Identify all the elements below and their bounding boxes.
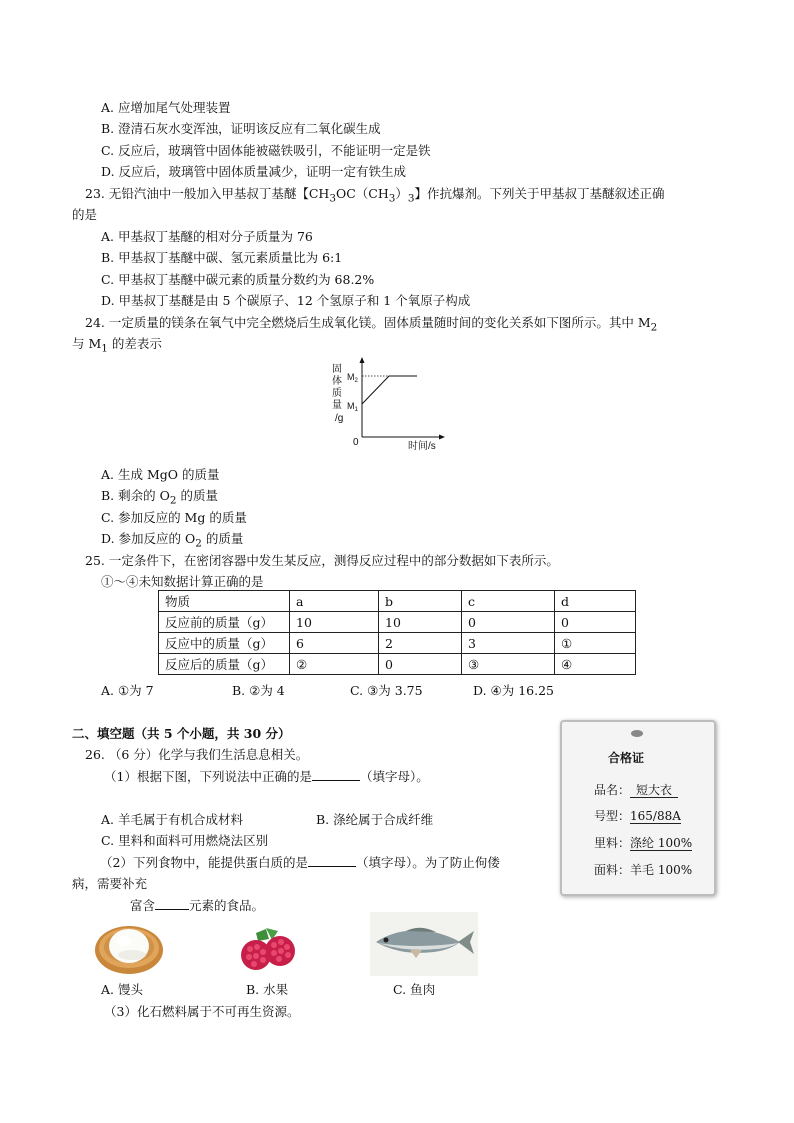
table-cell: 6 [290, 633, 379, 654]
table-cell: ① [555, 633, 636, 654]
subscript: 3 [329, 192, 336, 205]
q26-part2: （2）下列食物中，能提供蛋白质的是 （填字母）。为了防止佝偻 [100, 855, 500, 870]
graph-x-arrow [439, 435, 445, 440]
raspberry-image [236, 925, 302, 975]
table-header-row [159, 591, 636, 612]
table-cell: ② [290, 654, 379, 675]
q22-option-a: A. 应增加尾气处理装置 [101, 100, 231, 115]
graph-ylabel-char: 质 [332, 388, 342, 399]
clothing-label-tag [560, 720, 716, 896]
answer-blank[interactable] [312, 768, 360, 781]
q26-part2-cont: 病，需要补充 [72, 876, 148, 891]
tag-title: 合格证 [608, 751, 645, 765]
q25-option-b: B. ②为 4 [232, 683, 285, 698]
q25-option-c: C. ③为 3.75 [350, 683, 423, 698]
q23-stem-cont: 的是 [72, 207, 98, 222]
subscript: 2 [195, 537, 202, 550]
graph-m2-label: $M_2$ [347, 372, 358, 384]
q25-option-d: D. ④为 16.25 [473, 683, 554, 698]
subscript: 2 [169, 494, 177, 507]
q26-part1: （1）根据下图，下列说法中正确的是 （填字母）。 [104, 769, 429, 784]
table-header-cell: 物质 [159, 591, 290, 612]
table-cell: 反应前的质量（g） [159, 612, 290, 633]
q22-option-b: B. 澄清石灰水变浑浊，证明该反应有二氧化碳生成 [101, 121, 381, 136]
answer-blank[interactable] [155, 897, 189, 910]
q23-stem: 23. 无铅汽油中一般加入甲基叔丁基醚【$CH_3OC(CH_3)_3$】作抗爆剂。下列关于甲基叔丁基醚叙述正确 [85, 186, 665, 205]
table-row [159, 633, 636, 654]
q25-stem: 25. 一定条件下，在密闭容器中发生某反应，测得反应过程中的部分数据如下表所示。 [85, 553, 559, 568]
q26-option-c: C. 里料和面料可用燃烧法区别 [101, 833, 269, 848]
graph-ylabel-char: 体 [332, 376, 342, 387]
q23-option-c: C. 甲基叔丁基醚中碳元素的质量分数约为 68.2% [101, 272, 375, 287]
subscript: 3 [407, 192, 415, 205]
q25-substem: ①～④未知数据计算正确的是 [101, 574, 264, 589]
q22-option-d: D. 反应后，玻璃管中固体质量减少，证明一定有铁生成 [101, 164, 407, 179]
mass-time-graph [325, 355, 475, 455]
q25-data-table [158, 590, 636, 675]
section-title: 二、填空题（共 5 个小题，共 30 分） [72, 726, 291, 741]
table-cell: 反应后的质量（g） [159, 654, 290, 675]
food-option-c: C. 鱼肉 [393, 982, 436, 997]
q26-option-a: A. 羊毛属于有机合成材料 [101, 812, 243, 827]
food-option-b: B. 水果 [246, 982, 289, 997]
q24-option-c: C. 参加反应的 Mg 的质量 [101, 510, 247, 525]
q23-option-d: D. 甲基叔丁基醚是由 5 个碳原子、12 个氢原子和 1 个氧原子构成 [101, 293, 471, 308]
table-row [159, 654, 636, 675]
q24-stem: 24. 一定质量的镁条在氧气中完全燃烧后生成氧化镁。固体质量随时间的变化关系如下图所示。其中 $M_2$ [85, 315, 658, 334]
q24-option-d: D. 参加反应的 $O_2$ 的质量 [101, 531, 244, 550]
q23-option-a: A. 甲基叔丁基醚的相对分子质量为 76 [101, 229, 313, 244]
table-header-cell: b [379, 591, 462, 612]
q25-option-a: A. ①为 7 [101, 683, 154, 698]
q26-part3: （3）化石燃料属于不可再生资源。 [104, 1004, 300, 1019]
graph-m1-label: $M_1$ [347, 401, 358, 413]
graph-origin: 0 [353, 437, 359, 448]
graph-ylabel-char: 固 [332, 364, 342, 375]
table-header-cell: c [462, 591, 555, 612]
graph-mass-curve [362, 376, 417, 404]
tag-size-row: 号型：165/88A [594, 809, 681, 823]
q24-stem-cont: 与 $M_1$ 的差表示 [72, 336, 162, 355]
table-cell: 10 [379, 612, 462, 633]
q23-option-b: B. 甲基叔丁基醚中碳、氢元素质量比为 6:1 [101, 250, 343, 265]
q24-option-a: A. 生成 MgO 的质量 [101, 467, 220, 482]
table-cell: 10 [290, 612, 379, 633]
answer-blank[interactable] [308, 854, 356, 867]
table-cell: 0 [462, 612, 555, 633]
q22-option-c: C. 反应后，玻璃管中固体能被磁铁吸引，不能证明一定是铁 [101, 143, 431, 158]
subscript: 2 [650, 321, 658, 334]
tag-fabric-row: 面料：羊毛 100% [594, 863, 693, 877]
table-cell: 3 [462, 633, 555, 654]
table-cell: ④ [555, 654, 636, 675]
steamed-bun-image [94, 923, 164, 975]
table-cell: 0 [555, 612, 636, 633]
graph-ylabel-char: 量 [332, 400, 342, 411]
q26-part2-cont2: 富含 元素的食品。 [130, 898, 265, 913]
table-cell: 0 [379, 654, 462, 675]
fish-image [370, 912, 478, 976]
tag-hole [631, 730, 643, 737]
graph-y-arrow [360, 357, 365, 363]
table-cell: ③ [462, 654, 555, 675]
graph-yunit: /g [335, 413, 344, 424]
subscript: 3 [388, 192, 396, 205]
table-header-cell: d [555, 591, 636, 612]
q26-option-b: B. 涤纶属于合成纤维 [316, 812, 434, 827]
graph-xlabel: 时间/s [408, 441, 436, 452]
food-option-a: A. 馒头 [101, 982, 143, 997]
table-row [159, 612, 636, 633]
tag-lining-row: 里料：涤纶 100% [594, 836, 693, 850]
table-cell: 2 [379, 633, 462, 654]
q24-option-b: B. 剩余的 $O_2$ 的质量 [101, 488, 218, 507]
subscript: 1 [101, 342, 108, 355]
table-cell: 反应中的质量（g） [159, 633, 290, 654]
tag-name-row: 品名： 短大衣 [594, 781, 678, 798]
table-header-cell: a [290, 591, 379, 612]
q26-stem: 26. （6 分）化学与我们生活息息相关。 [85, 747, 309, 762]
